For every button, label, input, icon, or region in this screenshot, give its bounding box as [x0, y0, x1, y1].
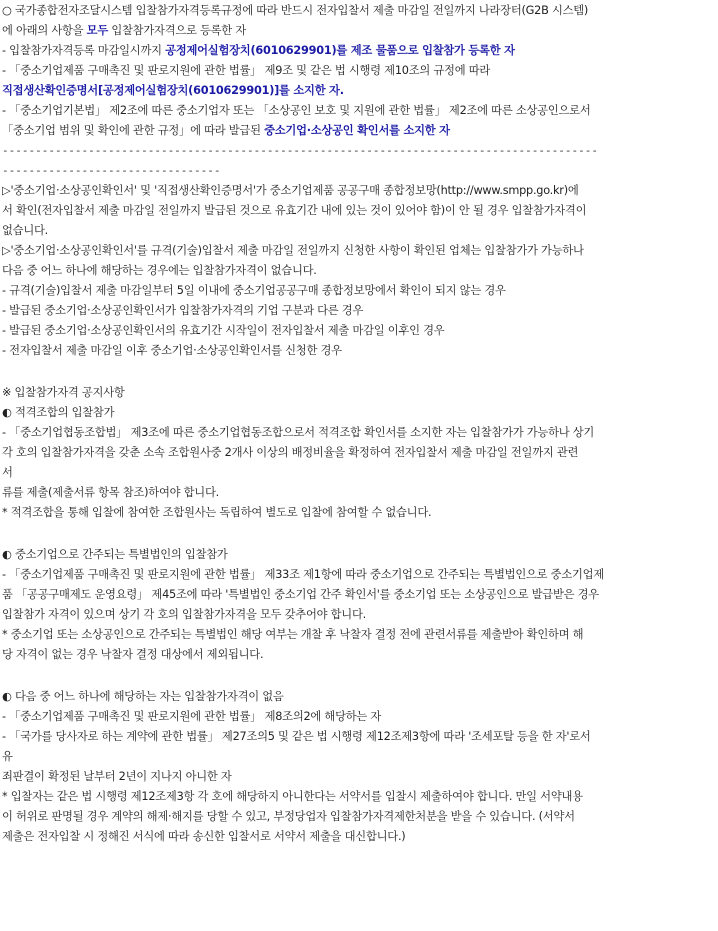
text-line: [2, 264, 718, 278]
line-text: ▷'중소기업·소상공인확인서'를 규격(기술)입찰서 제출 마감일 전일까지 신청한 사항이 확인된 업체는 입찰참가가 가능하나: [2, 244, 584, 257]
line-text: ------------------------------------------------------------------------------------------: [2, 144, 599, 157]
line-text: - 「중소기업제품 구매촉진 및 판로지원에 관한 법률」 제8조의2에 해당하는 자: [2, 710, 382, 723]
line-text: - 「중소기업제품 구매촉진 및 판로지원에 관한 법률」 제9조 및 같은 법 시행령 제10조의 규정에 따라: [2, 64, 491, 77]
text-line: [2, 750, 718, 764]
line-text: 제출은 전자입찰 시 정해진 서식에 따라 송신한 입찰서로 서약서 제출을 대신합니다.): [2, 830, 406, 843]
text-line: [2, 548, 718, 562]
text-line: [2, 770, 718, 784]
line-text: 유: [2, 750, 13, 763]
text-line: [2, 204, 718, 218]
text-line: [2, 506, 718, 520]
highlighted-text: 모두: [86, 24, 108, 37]
text-line: [2, 810, 718, 824]
text-line: [2, 486, 718, 500]
text-line: [2, 830, 718, 844]
text-line: [2, 284, 718, 298]
text-line: [2, 184, 718, 198]
text-line: [2, 710, 718, 724]
text-line: [2, 44, 718, 58]
line-text: ◐ 다음 중 어느 하나에 해당하는 자는 입찰참가자격이 없음: [2, 690, 284, 703]
line-text: - 「중소기업제품 구매촉진 및 판로지원에 관한 법률」 제33조 제1항에 따라 중소기업으로 간주되는 특별법인으로 중소기업제: [2, 568, 604, 581]
line-text: 서: [2, 466, 13, 479]
highlighted-text: 중소기업·소상공인 확인서를 소지한 자: [264, 124, 450, 137]
line-text: * 중소기업 또는 소상공인으로 간주되는 특별법인 해당 여부는 개찰 후 낙찰자 결정 전에 관련서류를 제출받아 확인하며 해: [2, 628, 584, 641]
text-line: [2, 304, 718, 318]
line-text: ◐ 중소기업으로 간주되는 특별법인의 입찰참가: [2, 548, 228, 561]
line-text: * 적격조합을 통해 입찰에 참여한 조합원사는 독립하여 별도로 입찰에 참여할 수 없습니다.: [2, 506, 432, 519]
line-text: - 발급된 중소기업·소상공인확인서의 유효기간 시작일이 전자입찰서 제출 마감일 이후인 경우: [2, 324, 445, 337]
text-line: [2, 628, 718, 642]
text-line: [2, 344, 718, 358]
text-line: [2, 446, 718, 460]
text-line: [2, 790, 718, 804]
text-line: [2, 64, 718, 78]
text-line: [2, 406, 718, 420]
text-line: [2, 224, 718, 238]
line-text: - 입찰참가자격등록 마감일시까지: [2, 44, 166, 57]
text-line: [2, 104, 718, 118]
text-line: [2, 324, 718, 338]
text-line: [2, 84, 718, 98]
text-line: [2, 4, 718, 18]
line-text: - 「국가를 당사자로 하는 계약에 관한 법률」 제27조의5 및 같은 법 시행령 제12조제3항에 따라 '조세포탈 등을 한 자'로서: [2, 730, 591, 743]
line-text: 각 호의 입찰참가자격을 갖춘 소속 조합원사중 2개사 이상의 배정비율을 확정하여 전자입찰서 제출 마감일 전일까지 관련: [2, 446, 579, 459]
text-line: [2, 608, 718, 622]
line-text: - 규격(기술)입찰서 제출 마감일부터 5일 이내에 중소기업공공구매 종합정보망에서 확인이 되지 않는 경우: [2, 284, 506, 297]
separator-line: [2, 144, 718, 158]
text-line: [2, 124, 718, 138]
line-text: 이 허위로 판명될 경우 계약의 해제·해지를 당할 수 있고, 부정당업자 입찰참가자격제한처분을 받을 수 있습니다. (서약서: [2, 810, 575, 823]
text-line: [2, 690, 718, 704]
line-text: * 입찰자는 같은 법 시행령 제12조제3항 각 호에 해당하지 아니한다는 서약서를 입찰시 제출하여야 합니다. 만일 서약내용: [2, 790, 583, 803]
line-text: 입찰참가 자격이 있으며 상기 각 호의 입찰참가자격을 모두 갖추어야 합니다.: [2, 608, 366, 621]
line-text: - 「중소기업기본법」 제2조에 따른 중소기업자 또는 「소상공인 보호 및 지원에 관한 법률」 제2조에 따른 소상공인으로서: [2, 104, 591, 117]
text-line: [2, 588, 718, 602]
line-text: 에 아래의 사항을: [2, 24, 87, 37]
text-line: [2, 568, 718, 582]
text-line: [2, 386, 718, 400]
text-line: [2, 466, 718, 480]
line-text: ◐ 적격조합의 입찰참가: [2, 406, 115, 419]
line-text: - 전자입찰서 제출 마감일 이후 중소기업·소상공인확인서를 신청한 경우: [2, 344, 342, 357]
text-line: [2, 648, 718, 662]
line-text: ---------------------------------: [2, 164, 221, 177]
line-text: 서 확인(전자입찰서 제출 마감일 전일까지 발급된 것으로 유효기간 내에 있는 것이 있어야 함)이 안 될 경우 입찰참가자격이: [2, 204, 587, 217]
line-text: 없습니다.: [2, 224, 48, 237]
text-line: [2, 730, 718, 744]
highlighted-text: 공정제어실험장치(6010629901)를 제조 물품으로 입찰참가 등록한 자: [165, 44, 515, 57]
text-line: [2, 426, 718, 440]
line-text: 「중소기업 범위 및 확인에 관한 규정」에 따라 발급된: [2, 124, 265, 137]
highlighted-text: 직접생산확인증명서[공정제어실험장치(6010629901)]를 소지한 자.: [2, 84, 344, 97]
separator-line: [2, 164, 718, 178]
line-text: 류를 제출(제출서류 항목 참조)하여야 합니다.: [2, 486, 219, 499]
line-text: ※ 입찰참가자격 공지사항: [2, 386, 125, 399]
line-text: 죄판결이 확정된 날부터 2년이 지나지 아니한 자: [2, 770, 232, 783]
line-text: 다음 중 어느 하나에 해당하는 경우에는 입찰참가자격이 없습니다.: [2, 264, 317, 277]
line-text: - 「중소기업협동조합법」 제3조에 따른 중소기업협동조합으로서 적격조합 확인서를 소지한 자는 입찰참가가 가능하나 상기: [2, 426, 595, 439]
text-line: [2, 244, 718, 258]
line-text: ▷'중소기업·소상공인확인서' 및 '직접생산확인증명서'가 중소기업제품 공공구매 종합정보망(http://www.smpp.go.kr)에: [2, 184, 579, 197]
line-text: 당 자격이 없는 경우 낙찰자 결정 대상에서 제외됩니다.: [2, 648, 264, 661]
line-text: 품 「공공구매제도 운영요령」 제45조에 따라 '특별법인 중소기업 간주 확인서'를 중소기업 또는 소상공인으로 발급받은 경우: [2, 588, 599, 601]
text-line: [2, 24, 718, 38]
line-text: 입찰참가자격으로 등록한 자: [108, 24, 246, 37]
line-text: ○ 국가종합전자조달시스템 입찰참가자격등록규정에 따라 반드시 전자입찰서 제출 마감일 전일까지 나라장터(G2B 시스템): [2, 4, 589, 17]
line-text: - 발급된 중소기업·소상공인확인서가 입찰참가자격의 기업 구분과 다른 경우: [2, 304, 364, 317]
